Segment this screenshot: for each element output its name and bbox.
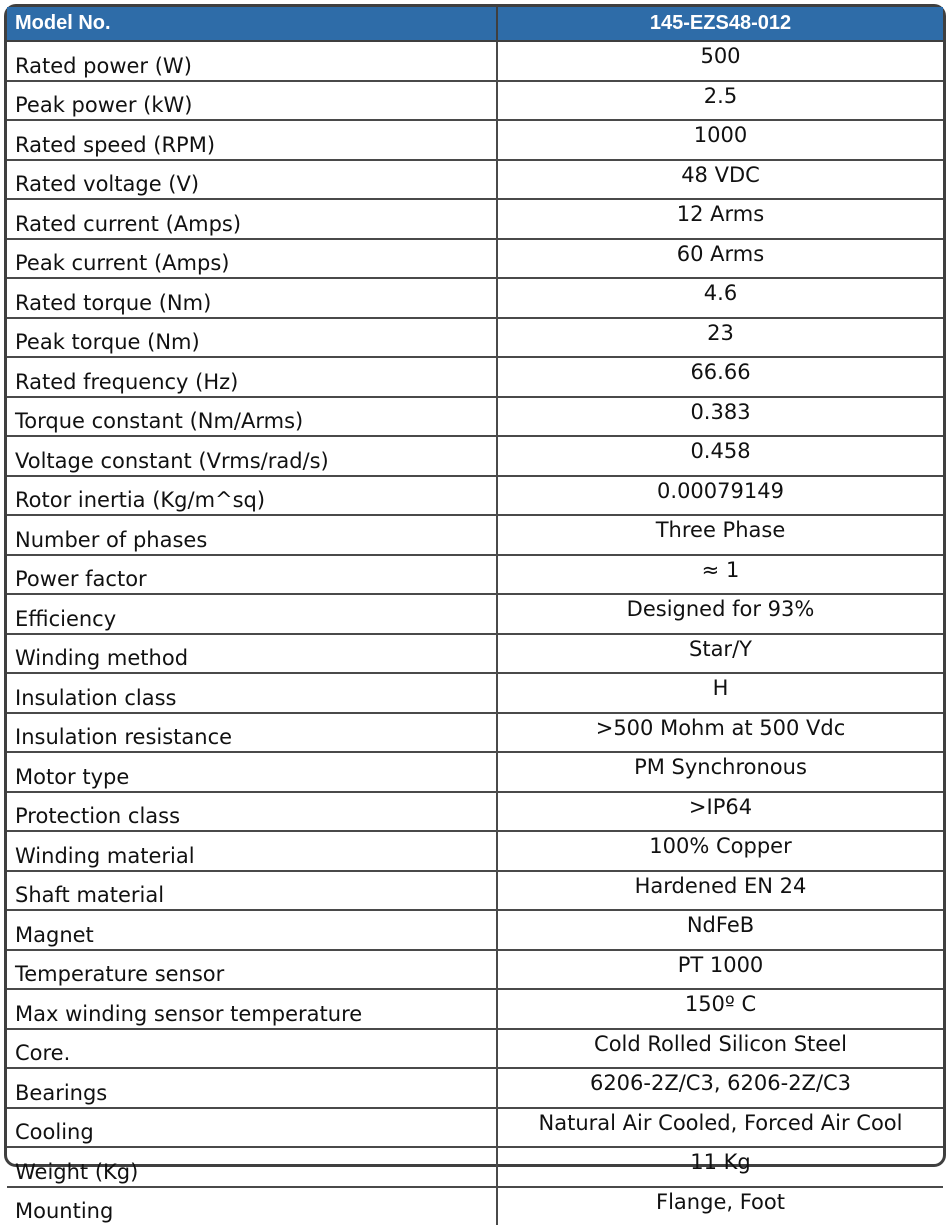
spec-table-body	[7, 41, 943, 1225]
spec-table-frame	[4, 4, 946, 1167]
spec-label: Winding method	[7, 634, 497, 674]
spec-value: 6206-2Z/C3, 6206-2Z/C3	[497, 1068, 943, 1108]
table-row	[7, 81, 943, 121]
header-model-value: 145-EZS48-012	[497, 7, 943, 41]
table-row	[7, 1029, 943, 1069]
table-row	[7, 1187, 943, 1225]
spec-label: Magnet	[7, 910, 497, 950]
spec-label: Cooling	[7, 1108, 497, 1148]
spec-label: Rated torque (Nm)	[7, 278, 497, 318]
spec-label: Rated current (Amps)	[7, 199, 497, 239]
spec-value: 48 VDC	[497, 160, 943, 200]
table-row	[7, 910, 943, 950]
spec-value: Hardened EN 24	[497, 871, 943, 911]
spec-label: Peak torque (Nm)	[7, 318, 497, 358]
table-row	[7, 1108, 943, 1148]
spec-label: Power factor	[7, 555, 497, 595]
table-row	[7, 713, 943, 753]
spec-value: >500 Mohm at 500 Vdc	[497, 713, 943, 753]
table-row	[7, 397, 943, 437]
spec-value: PT 1000	[497, 950, 943, 990]
spec-label: Bearings	[7, 1068, 497, 1108]
table-row	[7, 555, 943, 595]
table-row	[7, 318, 943, 358]
table-row	[7, 160, 943, 200]
spec-value: 12 Arms	[497, 199, 943, 239]
table-row	[7, 1068, 943, 1108]
spec-value: Three Phase	[497, 515, 943, 555]
spec-value: 60 Arms	[497, 239, 943, 279]
table-row	[7, 278, 943, 318]
spec-value: 4.6	[497, 278, 943, 318]
spec-label: Mounting	[7, 1187, 497, 1225]
spec-label: Rated speed (RPM)	[7, 120, 497, 160]
header-model-label: Model No.	[7, 7, 497, 41]
table-row	[7, 871, 943, 911]
spec-label: Rated frequency (Hz)	[7, 357, 497, 397]
spec-value: Natural Air Cooled, Forced Air Cool	[497, 1108, 943, 1148]
table-row	[7, 357, 943, 397]
spec-label: Number of phases	[7, 515, 497, 555]
table-row	[7, 673, 943, 713]
table-row	[7, 950, 943, 990]
spec-value: Designed for 93%	[497, 594, 943, 634]
spec-label: Voltage constant (Vrms/rad/s)	[7, 436, 497, 476]
spec-label: Insulation resistance	[7, 713, 497, 753]
spec-value: ≈ 1	[497, 555, 943, 595]
spec-label: Insulation class	[7, 673, 497, 713]
spec-label: Efficiency	[7, 594, 497, 634]
spec-label: Max winding sensor temperature	[7, 989, 497, 1029]
spec-value: NdFeB	[497, 910, 943, 950]
table-row	[7, 436, 943, 476]
spec-label: Motor type	[7, 752, 497, 792]
spec-label: Core.	[7, 1029, 497, 1069]
table-row	[7, 989, 943, 1029]
spec-table	[7, 7, 943, 1225]
spec-value: 500	[497, 41, 943, 81]
table-row	[7, 239, 943, 279]
table-row	[7, 1147, 943, 1187]
table-row	[7, 515, 943, 555]
spec-label: Protection class	[7, 792, 497, 832]
spec-value: 23	[497, 318, 943, 358]
spec-value: 2.5	[497, 81, 943, 121]
spec-value: Flange, Foot	[497, 1187, 943, 1225]
spec-value: H	[497, 673, 943, 713]
table-header-row	[7, 7, 943, 41]
spec-label: Peak power (kW)	[7, 81, 497, 121]
spec-value: Star/Y	[497, 634, 943, 674]
table-row	[7, 41, 943, 81]
spec-label: Torque constant (Nm/Arms)	[7, 397, 497, 437]
spec-value: 100% Copper	[497, 831, 943, 871]
spec-value: 11 Kg	[497, 1147, 943, 1187]
spec-value: 0.458	[497, 436, 943, 476]
table-row	[7, 120, 943, 160]
spec-value: 0.383	[497, 397, 943, 437]
spec-label: Rotor inertia (Kg/m^sq)	[7, 476, 497, 516]
table-row	[7, 476, 943, 516]
table-row	[7, 752, 943, 792]
spec-label: Peak current (Amps)	[7, 239, 497, 279]
spec-value: 150º C	[497, 989, 943, 1029]
table-row	[7, 831, 943, 871]
spec-value: >IP64	[497, 792, 943, 832]
spec-value: Cold Rolled Silicon Steel	[497, 1029, 943, 1069]
spec-label: Weight (Kg)	[7, 1147, 497, 1187]
spec-value: 66.66	[497, 357, 943, 397]
table-row	[7, 594, 943, 634]
table-row	[7, 792, 943, 832]
spec-label: Temperature sensor	[7, 950, 497, 990]
spec-value: PM Synchronous	[497, 752, 943, 792]
spec-value: 0.00079149	[497, 476, 943, 516]
table-row	[7, 199, 943, 239]
table-row	[7, 634, 943, 674]
spec-label: Shaft material	[7, 871, 497, 911]
spec-label: Rated power (W)	[7, 41, 497, 81]
spec-label: Winding material	[7, 831, 497, 871]
spec-label: Rated voltage (V)	[7, 160, 497, 200]
spec-value: 1000	[497, 120, 943, 160]
